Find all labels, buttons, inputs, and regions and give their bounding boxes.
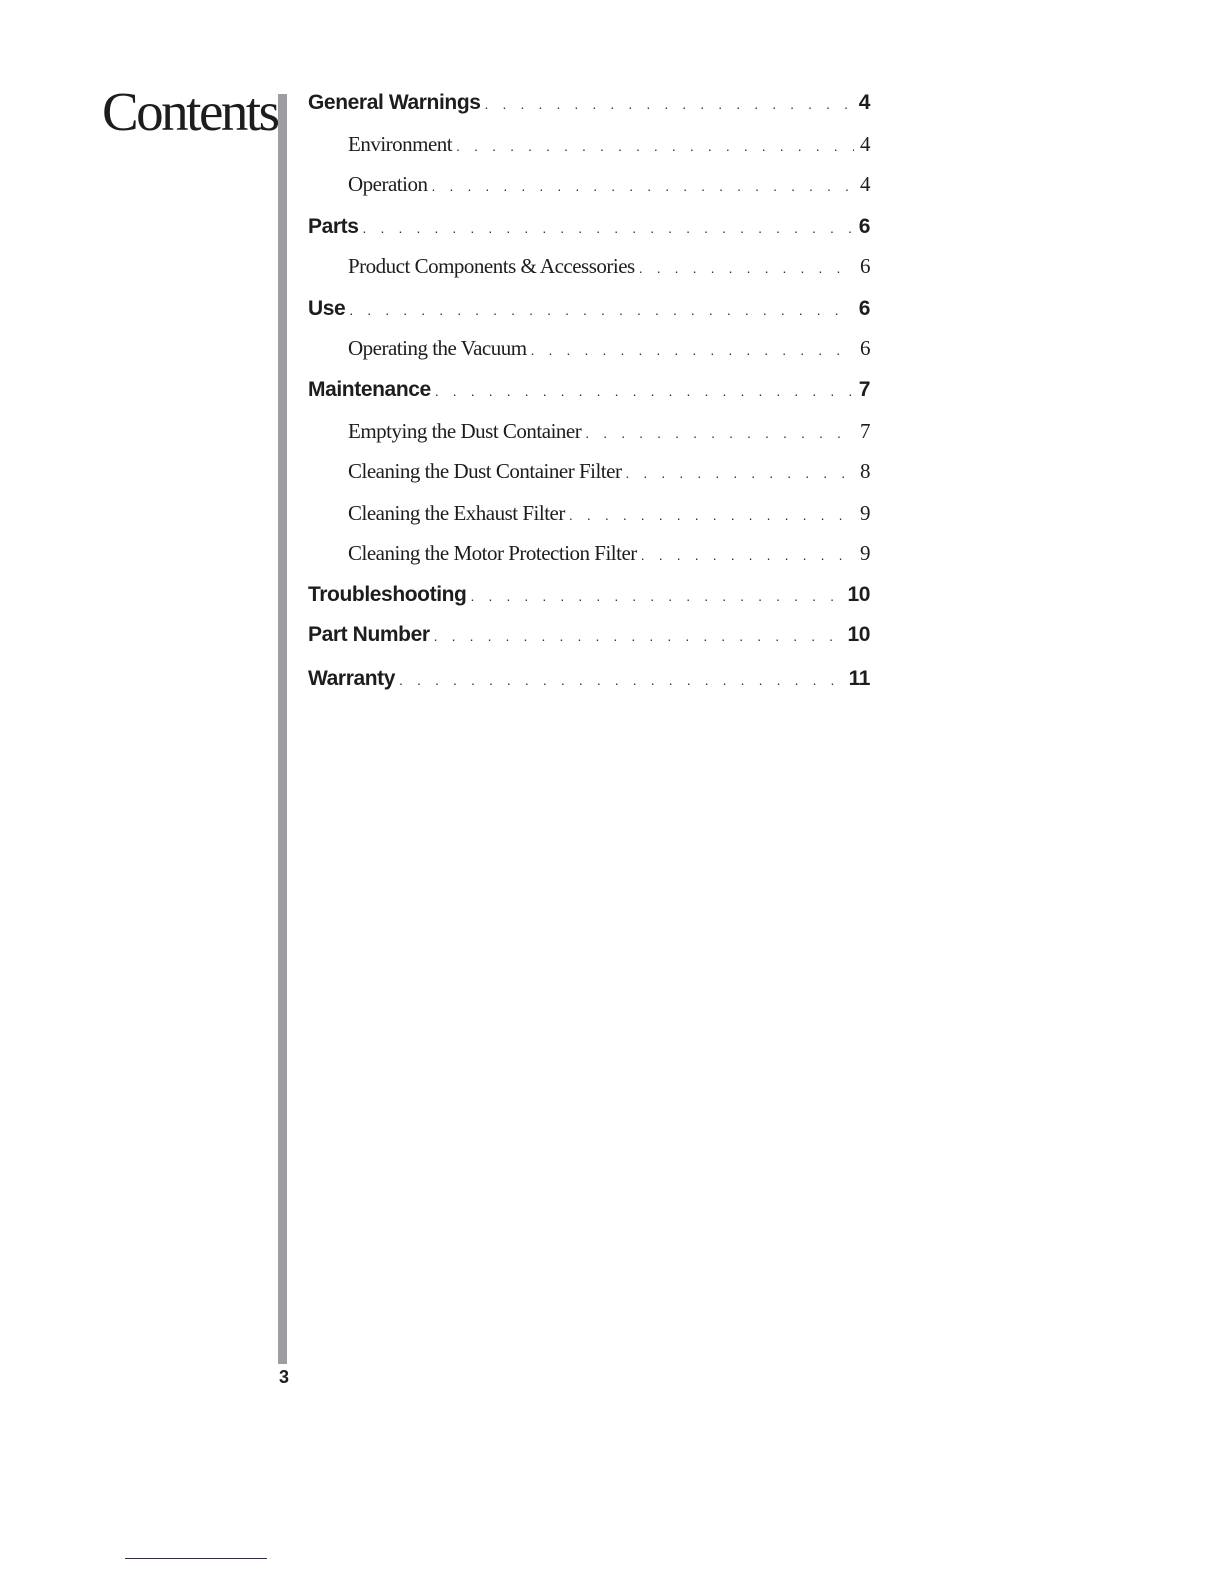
toc-entry-page: 8	[860, 459, 870, 483]
toc-entry-page: 9	[860, 541, 870, 565]
toc-entry-title: Environment	[348, 132, 453, 156]
dot-leader	[569, 508, 854, 522]
dot-leader	[639, 261, 854, 275]
toc-entry-emptying-dust-container[interactable]	[348, 421, 870, 442]
toc-entry-page: 9	[860, 501, 870, 525]
toc-entry-page: 7	[858, 378, 870, 401]
toc-entry-cleaning-dust-container-filter[interactable]	[348, 461, 870, 482]
toc-entry-parts[interactable]	[308, 216, 870, 237]
toc-entry-title: Troubleshooting	[308, 583, 467, 606]
toc-entry-part-number[interactable]	[308, 624, 870, 645]
toc-entry-page: 7	[860, 419, 870, 443]
dot-leader	[363, 221, 853, 235]
page-heading: Contents	[102, 81, 278, 142]
toc-entry-title: Warranty	[308, 667, 396, 690]
dot-leader	[625, 466, 854, 480]
toc-entry-title: Emptying the Dust Container	[348, 419, 582, 443]
toc-entry-title: Cleaning the Dust Container Filter	[348, 459, 622, 483]
toc-entry-general-warnings[interactable]	[308, 92, 870, 113]
toc-entry-page: 6	[858, 215, 870, 238]
toc-entry-environment[interactable]	[348, 134, 870, 155]
toc-entry-warranty[interactable]	[308, 668, 870, 689]
dot-leader	[470, 589, 841, 603]
toc-entry-page: 11	[848, 667, 870, 690]
toc-entry-operating-the-vacuum[interactable]	[348, 338, 870, 359]
toc-entry-title: Cleaning the Exhaust Filter	[348, 501, 565, 525]
toc-entry-operation[interactable]	[348, 174, 870, 195]
toc-entry-title: Maintenance	[308, 378, 431, 401]
dot-leader	[349, 303, 852, 317]
toc-entry-page: 6	[860, 254, 870, 278]
toc-entry-title: General Warnings	[308, 91, 481, 114]
vertical-rule	[278, 94, 287, 1364]
dot-leader	[434, 629, 842, 643]
toc-entry-title: Product Components & Accessories	[348, 254, 635, 278]
dot-leader	[435, 384, 853, 398]
dot-leader	[485, 97, 853, 111]
toc-entry-product-components[interactable]	[348, 256, 870, 277]
toc-entry-page: 4	[858, 91, 870, 114]
dot-leader	[399, 673, 843, 687]
dot-leader	[456, 139, 854, 153]
toc-entry-troubleshooting[interactable]	[308, 584, 870, 605]
dot-leader	[641, 548, 854, 562]
dot-leader	[585, 426, 854, 440]
dot-leader	[531, 343, 854, 357]
toc-entry-title: Use	[308, 297, 346, 320]
toc-entry-use[interactable]	[308, 298, 870, 319]
toc-entry-page: 6	[858, 297, 870, 320]
toc-entry-page: 4	[860, 132, 870, 156]
toc-entry-title: Part Number	[308, 623, 430, 646]
toc-entry-page: 10	[847, 583, 870, 606]
toc-entry-page: 10	[847, 623, 870, 646]
toc-entry-page: 4	[860, 172, 870, 196]
toc-entry-title: Operation	[348, 172, 428, 196]
toc-entry-title: Cleaning the Motor Protection Filter	[348, 541, 637, 565]
footnote-rule	[125, 1558, 267, 1559]
toc-entry-cleaning-exhaust-filter[interactable]	[348, 503, 870, 524]
page-number: 3	[279, 1367, 290, 1387]
toc-entry-title: Operating the Vacuum	[348, 336, 527, 360]
dot-leader	[431, 179, 854, 193]
toc-entry-title: Parts	[308, 215, 359, 238]
toc-entry-cleaning-motor-protection-filter[interactable]	[348, 543, 870, 564]
toc-entry-page: 6	[860, 336, 870, 360]
toc-entry-maintenance[interactable]	[308, 379, 870, 400]
